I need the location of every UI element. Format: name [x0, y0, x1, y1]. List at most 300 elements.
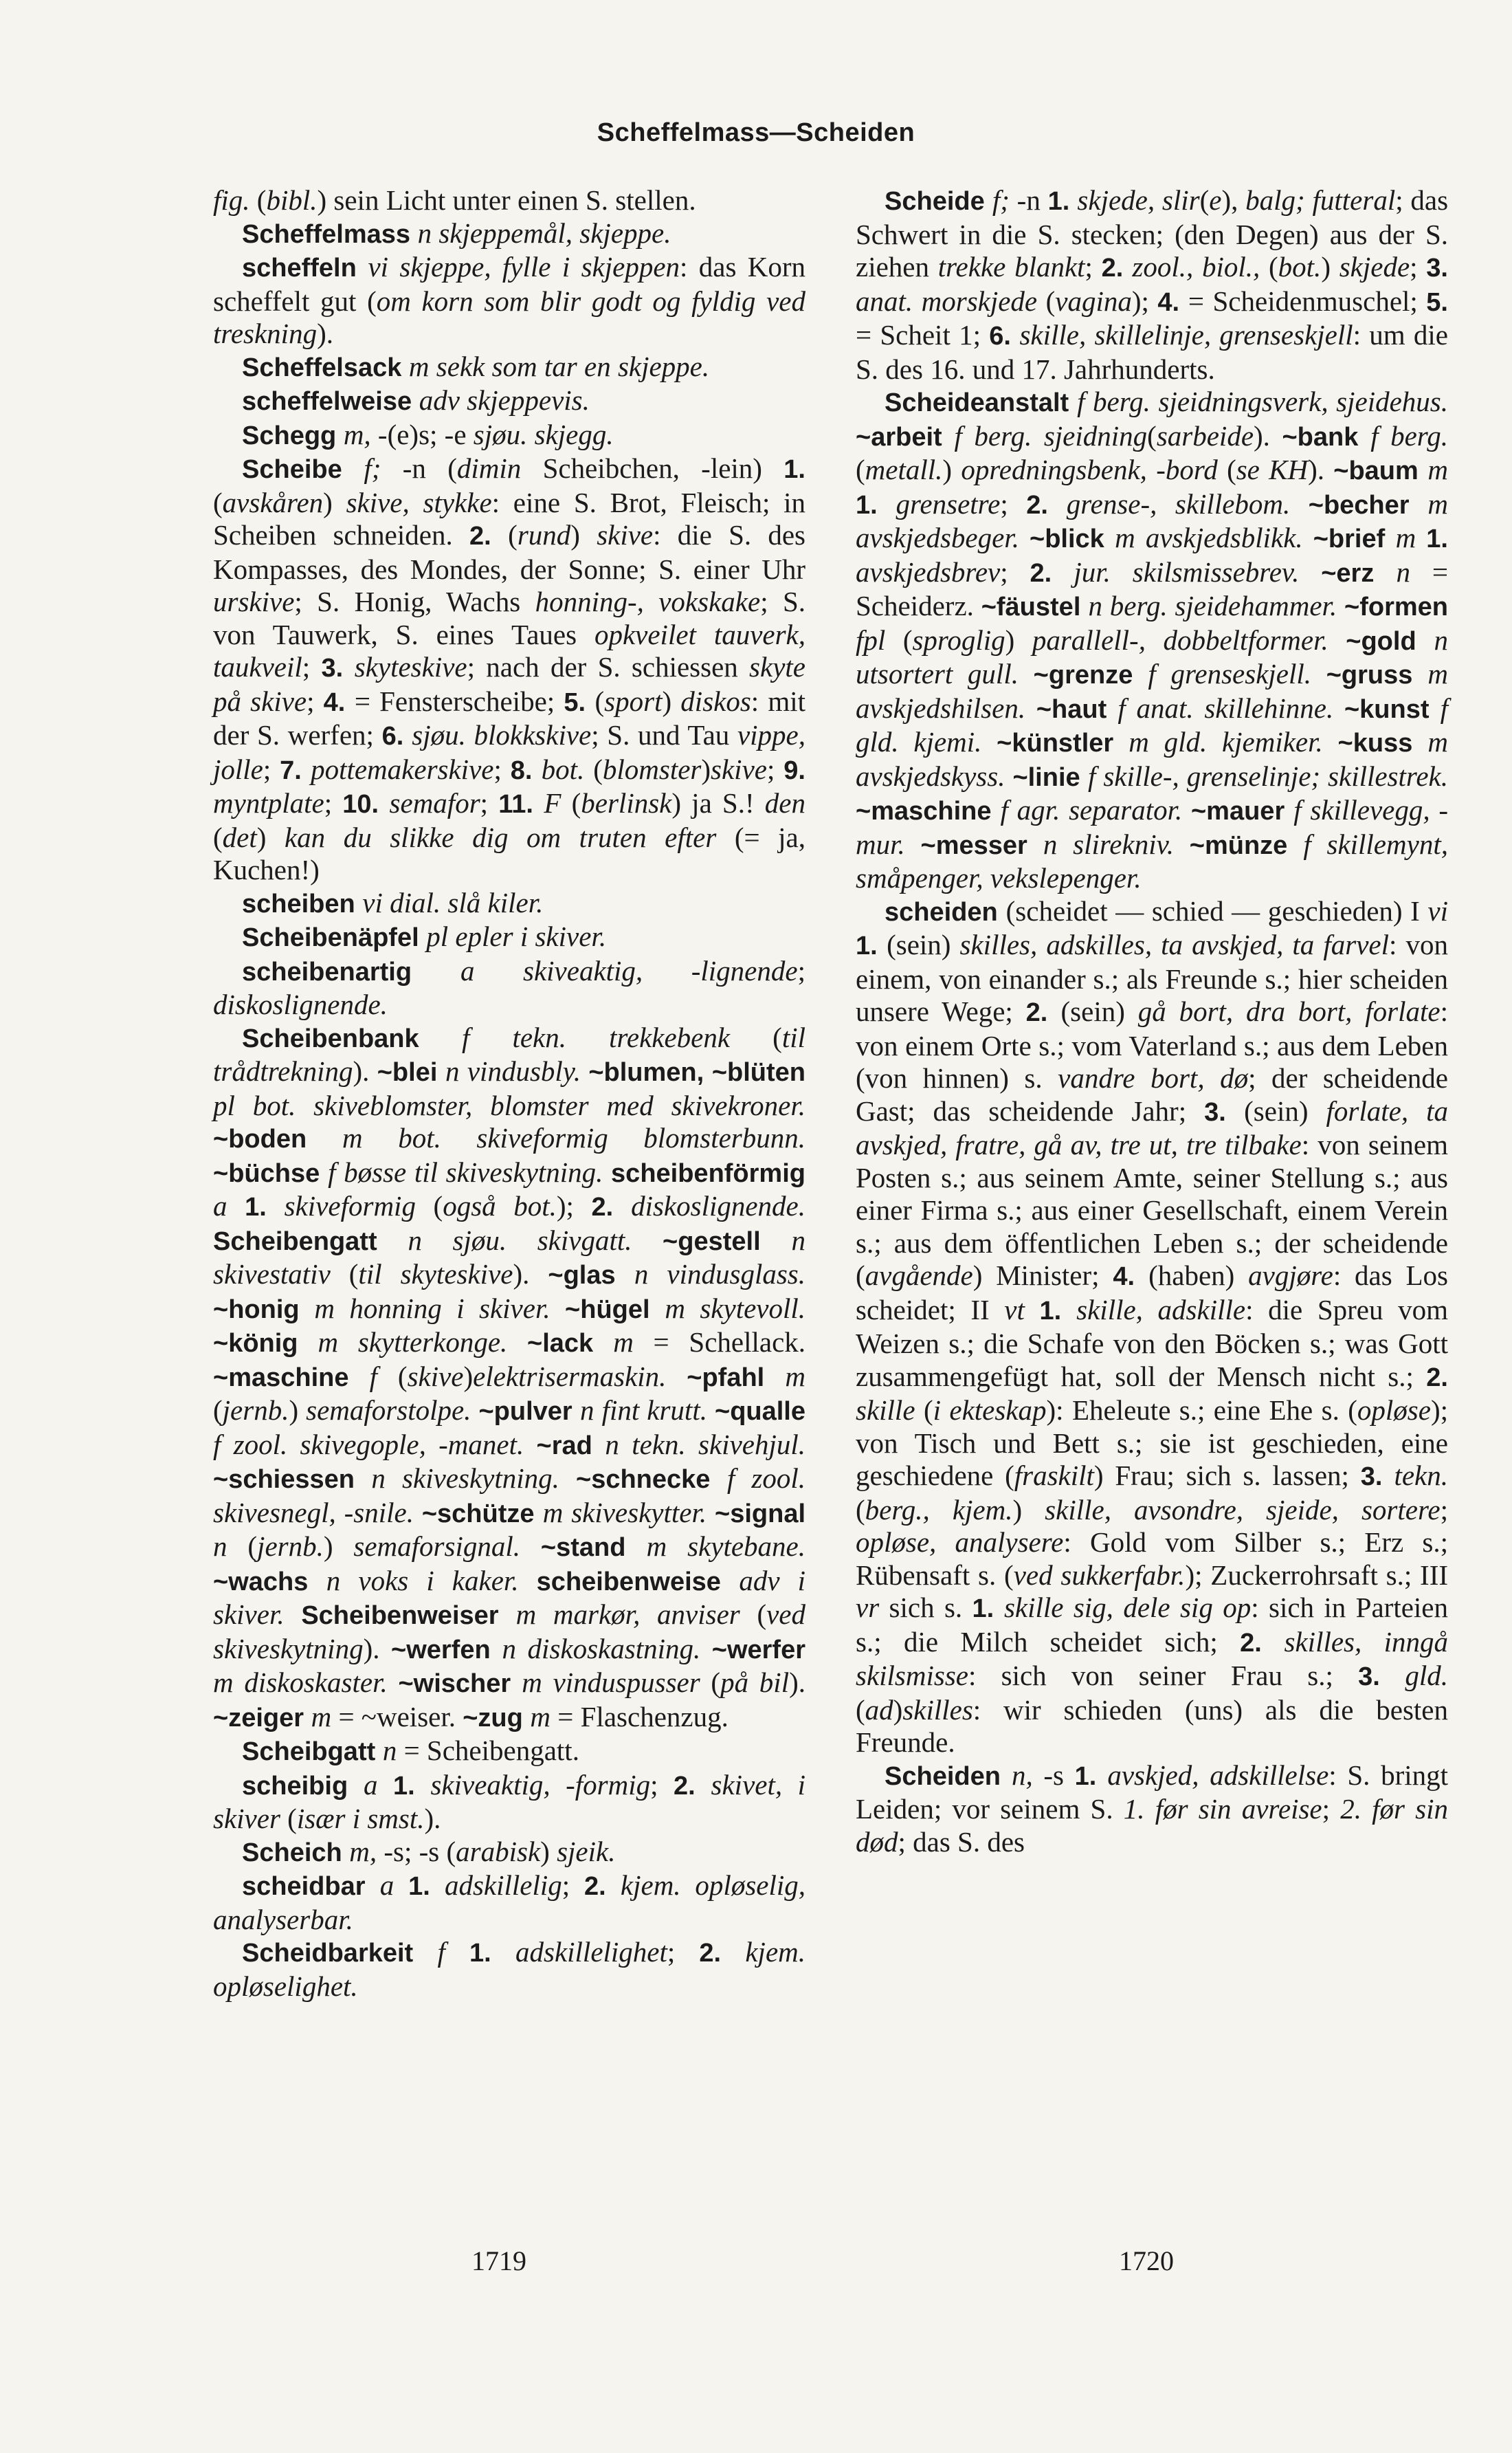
entry-headword: scheibenförmig: [611, 1158, 805, 1188]
entry-text: n diskoskastning.: [502, 1632, 712, 1664]
entry-text: kjem. opløselighet.: [213, 1936, 806, 2002]
entry-headword: 1.: [392, 1771, 431, 1801]
entry-text: myntplate: [213, 787, 324, 819]
entry-text: (: [213, 1394, 223, 1426]
entry-text: ;: [302, 651, 322, 683]
entry-text: : Gold vom Silber s.; Erz s.; Rübensaft s. (: [856, 1526, 1448, 1591]
entry-headword: Scheibenweiser: [301, 1601, 516, 1630]
entry-text: m: [311, 1700, 339, 1732]
entry-headword: ~gruss: [1326, 661, 1428, 690]
entry-text: ; S. und Tau: [591, 719, 737, 751]
entry-text: n vindusbly.: [445, 1055, 589, 1087]
entry-text: n sjøu. skivgatt.: [408, 1224, 663, 1256]
page-number-right: 1720: [1119, 2245, 1174, 2276]
entry-text: n slirekniv.: [1043, 828, 1190, 860]
entry-text: f berg. sjeidning: [954, 419, 1148, 452]
entry-text: -(e)s; -e: [377, 418, 474, 450]
entry-headword: ~honig: [213, 1295, 315, 1324]
entry-text: n skiveskytning.: [371, 1462, 577, 1494]
entry-headword: ~becher: [1308, 490, 1428, 520]
entry-headword: 7.: [280, 756, 311, 785]
entry-headword: 5.: [564, 688, 595, 717]
entry-headword: 1.: [408, 1872, 445, 1901]
dictionary-entry: [213, 1769, 805, 1836]
entry-text: sich s.: [889, 1592, 972, 1623]
entry-text: m: [613, 1326, 654, 1358]
entry-text: (: [397, 1360, 408, 1392]
entry-headword: 1.: [1074, 1761, 1108, 1791]
entry-text: diskoslignende.: [213, 989, 388, 1020]
entry-headword: Scheidbarkeit: [242, 1939, 438, 1968]
entry-text: m honning i skiver.: [314, 1292, 566, 1324]
entry-text: ).: [317, 318, 333, 349]
entry-text: urskive: [213, 586, 295, 617]
entry-text: (: [433, 1190, 443, 1222]
entry-text: ;: [650, 1768, 674, 1801]
entry-headword: ~fäustel: [981, 593, 1089, 622]
entry-text: -s; -s (: [383, 1835, 456, 1867]
entry-headword: ~baum: [1333, 456, 1428, 485]
entry-text: = Flaschenzug.: [557, 1700, 729, 1732]
entry-text: (: [247, 1530, 258, 1562]
entry-headword: ~pulver: [478, 1397, 581, 1426]
entry-text: bot.: [541, 753, 594, 785]
entry-text: ): [570, 519, 597, 551]
entry-text: ): [463, 1360, 474, 1392]
entry-text: ; der scheidende Gast; das scheidende Jahr;: [856, 1062, 1448, 1127]
entry-headword: ~blick: [1030, 525, 1115, 553]
entry-text: sjeik.: [557, 1835, 616, 1867]
entry-headword: ~signal: [715, 1499, 806, 1528]
entry-text: ) Minister;: [972, 1260, 1113, 1291]
entry-text: grense-, skillebom.: [1066, 487, 1309, 520]
entry-text: gld.: [1405, 1660, 1448, 1691]
entry-text: -s: [1043, 1759, 1075, 1791]
entry-headword: 2.: [1426, 1363, 1448, 1392]
entry-headword: Scheiden: [885, 1761, 1012, 1791]
entry-text: ;: [1440, 1493, 1449, 1526]
entry-text: ): [540, 1835, 557, 1867]
entry-text: ;: [797, 954, 805, 987]
entry-text: avgående: [865, 1260, 973, 1291]
dictionary-entry: [213, 251, 805, 351]
entry-headword: ~qualle: [715, 1397, 805, 1426]
entry-headword: 2.: [469, 522, 509, 551]
entry-text: ; das Schwert in die S. stecken; (den Degen) aus der S. ziehen: [856, 184, 1449, 283]
entry-text: skilles, inngå skilsmisse: [856, 1625, 1449, 1691]
entry-headword: ~künstler: [997, 729, 1129, 758]
dictionary-entry: [213, 955, 805, 1022]
entry-text: ).: [789, 1666, 805, 1698]
entry-headword: Scheibenäpfel: [242, 923, 427, 952]
entry-headword: 6.: [989, 322, 1020, 351]
entry-text: se KH: [1236, 454, 1309, 485]
dictionary-entry: [213, 1836, 805, 1870]
dictionary-entry: [213, 217, 805, 252]
dictionary-entry: [213, 1936, 805, 2003]
entry-text: (: [213, 486, 223, 518]
entry-text: jernb.: [257, 1530, 324, 1562]
entry-text: e: [1209, 184, 1222, 216]
entry-text: dimin: [456, 452, 543, 484]
entry-headword: 8.: [510, 756, 542, 785]
entry-text: (: [594, 685, 605, 717]
entry-headword: scheibenweise: [536, 1567, 740, 1596]
entry-text: (: [508, 519, 518, 551]
entry-text: n tekn. skivehjul.: [605, 1428, 805, 1460]
entry-text: );: [556, 1190, 592, 1222]
entry-headword: 2.: [1240, 1628, 1285, 1658]
entry-headword: ~schütze: [421, 1499, 543, 1528]
running-head: Scheffelmass—Scheiden: [597, 118, 915, 147]
entry-text: diskoslignende.: [631, 1190, 806, 1222]
dictionary-entry: [213, 419, 805, 453]
entry-text: sport: [604, 685, 663, 717]
entry-text: metall.: [865, 454, 943, 485]
entry-headword: ~gestell: [663, 1226, 792, 1256]
entry-text: ;: [307, 685, 324, 717]
entry-text: skilles: [902, 1693, 973, 1726]
entry-text: (: [571, 787, 581, 819]
entry-text: balg; futteral: [1245, 184, 1396, 216]
entry-headword: ~kuss: [1337, 729, 1428, 758]
entry-text: ; S. Honig, Wachs: [294, 586, 535, 617]
entry-text: n berg. sjeidehammer.: [1088, 590, 1345, 622]
entry-text: (= ja, Kuchen!): [213, 821, 805, 886]
entry-text: : um die S. des 16. und 17. Jahrhunderts.: [856, 319, 1448, 385]
entry-text: pottemakerskive: [311, 753, 494, 785]
entry-text: semafor: [389, 787, 480, 819]
entry-text: ad: [865, 1693, 893, 1726]
entry-headword: 4.: [1113, 1262, 1149, 1291]
entry-text: : wir schieden (uns) als die besten Freunde.: [856, 1693, 1448, 1758]
entry-text: arabisk: [456, 1835, 541, 1867]
entry-text: til skyteskive: [358, 1258, 513, 1290]
entry-headword: 11.: [498, 790, 544, 819]
entry-text: pl bot. skiveblomster, blomster med skivekroner.: [213, 1089, 805, 1121]
entry-text: : die S. des Kompasses, des Mondes, der Sonne; S. einer Uhr: [213, 519, 806, 585]
entry-text: ;: [1085, 251, 1102, 283]
entry-headword: Scheibengatt: [213, 1226, 408, 1256]
entry-headword: ~grenze: [1033, 661, 1148, 690]
entry-text: avskjed, adskillelse: [1107, 1759, 1329, 1791]
entry-headword: ~münze: [1189, 830, 1304, 860]
entry-text: (: [1045, 285, 1056, 317]
entry-text: : das Korn scheffelt gut (: [213, 251, 805, 317]
entry-text: : von einem, von einander s.; als Freunde s.; hier scheiden unsere Wege;: [856, 929, 1448, 1027]
entry-text: ): [662, 685, 681, 717]
entry-headword: 2.: [1101, 254, 1133, 283]
entry-text: 1. før sin avreise: [1123, 1793, 1322, 1825]
entry-text: især i smst.: [296, 1803, 425, 1834]
entry-text: også bot.: [443, 1190, 557, 1222]
entry-text: m skytevoll.: [665, 1292, 806, 1324]
entry-headword: 3.: [321, 654, 355, 683]
entry-text: (: [1227, 454, 1236, 485]
entry-text: ).: [363, 1632, 392, 1664]
entry-text: (sein): [887, 929, 960, 960]
entry-text: (haben): [1148, 1260, 1249, 1291]
entry-text: f;: [364, 452, 403, 484]
entry-headword: ~brief: [1313, 525, 1396, 553]
entry-text: kan du slikke dig om truten efter: [284, 821, 735, 853]
entry-headword: ~schnecke: [576, 1465, 727, 1494]
entry-headword: ~messer: [920, 830, 1043, 860]
entry-text: vandre bort, dø: [1058, 1062, 1249, 1094]
entry-text: rund: [517, 519, 571, 551]
entry-text: F: [544, 787, 572, 819]
entry-text: ;: [263, 753, 280, 785]
entry-text: m skytebane.: [646, 1530, 805, 1562]
entry-text: skille, adskille: [1076, 1293, 1246, 1326]
entry-headword: ~kunst: [1344, 694, 1441, 724]
entry-text: f;: [992, 184, 1017, 216]
dictionary-entry: [213, 351, 805, 385]
entry-text: n voks i kaker.: [326, 1564, 537, 1596]
entry-text: fpl: [856, 624, 903, 656]
entry-text: (scheidet — schied — geschieden) I: [1005, 894, 1428, 927]
entry-text: (: [757, 1598, 767, 1630]
entry-headword: Scheibenbank: [242, 1024, 463, 1053]
entry-text: ).: [1254, 419, 1282, 452]
entry-text: adskillelig: [444, 1869, 562, 1901]
entry-text: adv skjeppevis.: [419, 384, 590, 416]
entry-headword: 3.: [1360, 1462, 1394, 1491]
entry-text: ): [701, 753, 711, 785]
entry-text: (: [923, 1394, 933, 1426]
entry-headword: 1.: [1047, 187, 1078, 216]
entry-text: m diskoskaster.: [213, 1666, 399, 1698]
entry-headword: ~boden: [213, 1125, 343, 1154]
entry-text: diskos: [680, 685, 751, 717]
entry-text: f agr. separator.: [1000, 794, 1191, 826]
entry-headword: ~rad: [536, 1431, 605, 1460]
entry-headword: scheidbar: [242, 1872, 380, 1901]
entry-text: ;: [493, 753, 511, 785]
entry-text: semaforsignal.: [353, 1530, 541, 1562]
entry-headword: ~büchse: [213, 1158, 329, 1188]
entry-text: ) ja S.!: [671, 787, 765, 819]
entry-text: ): [1321, 251, 1339, 283]
entry-text: = Scheit 1;: [856, 319, 990, 351]
entry-text: jernb.: [222, 1394, 289, 1426]
entry-headword: 1.: [469, 1939, 515, 1968]
entry-text: ): [1005, 624, 1032, 656]
entry-text: ): [289, 1394, 307, 1426]
entry-text: -n (: [402, 452, 457, 484]
entry-headword: ~pfahl: [687, 1363, 786, 1392]
entry-text: ) sein Licht unter einen S. stellen.: [317, 184, 696, 216]
entry-text: n fint krutt.: [580, 1394, 715, 1426]
entry-text: skilles, adskilles, ta avskjed, ta farvel: [959, 929, 1390, 960]
entry-text: n: [213, 1530, 248, 1562]
entry-text: : von einem Orte s.; vom Vaterland s.; aus dem Leben (von hinnen) s.: [856, 996, 1449, 1094]
entry-text: avskåren: [222, 486, 324, 518]
entry-text: bibl.: [266, 184, 318, 216]
entry-text: f zool. skivegople, -manet.: [213, 1428, 537, 1460]
entry-text: skiveformig: [284, 1190, 434, 1222]
entry-text: -n: [1016, 184, 1048, 216]
entry-text: vi dial. slå kiler.: [362, 886, 544, 918]
entry-text: skille: [856, 1394, 924, 1426]
entry-headword: 2.: [591, 1193, 632, 1222]
entry-text: skive: [597, 519, 654, 551]
entry-text: skive, stykke: [346, 486, 492, 518]
entry-text: n: [382, 1735, 404, 1766]
dictionary-entry: [213, 452, 805, 887]
entry-text: opredningsbenk, -bord: [961, 454, 1227, 485]
entry-headword: 1.: [856, 490, 896, 520]
entry-headword: ~arbeit: [856, 422, 955, 452]
entry-text: : S. bringt Leiden; vor seinem S.: [856, 1759, 1449, 1825]
entry-text: ).: [1308, 454, 1334, 485]
entry-headword: ~haut: [1036, 694, 1118, 724]
entry-text: m avskjedshilsen.: [856, 658, 1449, 724]
entry-text: n vindusglass.: [634, 1258, 805, 1290]
entry-headword: 2.: [1025, 998, 1061, 1027]
entry-headword: ~schiessen: [213, 1465, 372, 1494]
entry-headword: Scheffelmass: [242, 219, 418, 249]
dictionary-entry: [213, 1022, 805, 1735]
entry-text: anat. morskjede: [856, 285, 1046, 317]
left-column: [213, 184, 805, 2003]
entry-text: skille, skillelinje, grenseskjell: [1019, 319, 1353, 351]
page-number-left: 1719: [471, 2245, 526, 2276]
entry-text: ).: [424, 1803, 441, 1834]
entry-text: skive: [407, 1360, 464, 1392]
entry-headword: 3.: [1426, 254, 1448, 283]
entry-headword: 6.: [381, 722, 412, 751]
entry-text: f berg. sjeidningsverk, sjeidehus.: [1077, 386, 1448, 417]
entry-text: m vinduspusser: [522, 1666, 711, 1698]
entry-headword: 1.: [245, 1193, 285, 1222]
entry-text: a: [363, 1768, 393, 1801]
entry-headword: 1.: [783, 455, 805, 484]
entry-text: vt: [1004, 1293, 1040, 1326]
entry-text: n skjeppemål, skjeppe.: [417, 217, 671, 249]
entry-text: m skiveskytter.: [542, 1496, 715, 1528]
entry-headword: 1.: [1426, 525, 1448, 553]
entry-text: (: [593, 753, 603, 785]
dictionary-entry: [856, 1759, 1448, 1859]
entry-headword: ~glas: [548, 1261, 634, 1290]
entry-text: m: [785, 1360, 805, 1392]
entry-text: (: [1269, 251, 1278, 283]
dictionary-entry: [856, 386, 1448, 895]
entry-headword: ~formen: [1344, 593, 1449, 622]
entry-text: ;: [1322, 1793, 1341, 1825]
entry-text: = Scheibengatt.: [403, 1735, 579, 1766]
entry-text: skjede: [1339, 251, 1410, 283]
entry-text: semaforstolpe.: [306, 1394, 479, 1426]
entry-text: adv i skiver.: [213, 1564, 806, 1630]
entry-text: m,: [343, 418, 378, 450]
entry-headword: 1.: [1039, 1296, 1077, 1326]
entry-text: m: [1395, 522, 1427, 553]
entry-text: skjede, slir: [1077, 184, 1200, 216]
entry-headword: ~wachs: [213, 1567, 326, 1596]
entry-headword: ~blumen, ~blüten: [588, 1058, 805, 1087]
entry-text: f: [437, 1936, 469, 1968]
entry-text: ;: [766, 753, 784, 785]
entry-text: : eine S. Brot, Fleisch; in Scheiben schneiden.: [213, 486, 806, 551]
entry-headword: ~bank: [1282, 422, 1371, 452]
entry-text: ;: [324, 787, 343, 819]
entry-text: m sekk som tar en skjeppe.: [408, 350, 710, 382]
entry-headword: Scheideanstalt: [885, 388, 1078, 417]
entry-text: vagina: [1055, 285, 1132, 317]
entry-headword: 3.: [1204, 1097, 1245, 1127]
entry-headword: Scheibe: [242, 455, 364, 484]
entry-headword: ~könig: [213, 1329, 318, 1358]
entry-text: vr: [856, 1592, 889, 1623]
entry-text: (: [902, 624, 913, 656]
entry-headword: Scheide: [885, 187, 992, 216]
entry-text: = Fensterscheibe;: [354, 685, 564, 717]
entry-text: m bot. skiveformig blomsterbunn.: [342, 1122, 805, 1154]
entry-text: n: [1396, 556, 1432, 588]
entry-text: jur. skilsmissebrev.: [1074, 556, 1322, 588]
entry-headword: ~gold: [1346, 626, 1434, 656]
entry-text: om korn som blir godt og fyldig ved treskning: [213, 285, 805, 349]
entry-text: f: [369, 1360, 398, 1392]
entry-text: ): [323, 1530, 354, 1562]
entry-text: kjem. opløselig, analyserbar.: [213, 1869, 805, 1935]
entry-text: f skille-, grenselinje; skillestrek.: [1087, 760, 1448, 792]
entry-text: n skivestativ: [213, 1224, 805, 1290]
entry-text: til trådtrekning: [213, 1021, 805, 1087]
entry-text: zool., biol.,: [1132, 251, 1269, 283]
entry-text: (: [856, 1493, 865, 1526]
entry-text: ): [942, 454, 961, 485]
entry-text: ): [1012, 1493, 1045, 1526]
entry-text: skive: [711, 753, 767, 785]
entry-headword: 1.: [972, 1594, 1004, 1623]
dictionary-entry: [856, 184, 1448, 386]
entry-text: f skillemynt, småpenger, vekslepenger.: [856, 828, 1448, 894]
entry-text: m avskjedsblikk.: [1115, 522, 1313, 553]
entry-text: avgjøre: [1248, 1260, 1333, 1291]
entry-text: ;: [480, 787, 499, 819]
entry-text: sjøu. skjegg.: [473, 418, 614, 450]
entry-headword: scheiben: [242, 889, 363, 918]
entry-headword: scheibenartig: [242, 957, 460, 987]
entry-text: ): [256, 821, 285, 853]
entry-text: m gld. kjemiker.: [1129, 726, 1338, 758]
entry-headword: scheffeln: [242, 254, 368, 283]
entry-text: ) Frau; sich s. lassen;: [1093, 1460, 1361, 1491]
entry-text: det: [222, 821, 257, 853]
entry-headword: ~stand: [540, 1533, 647, 1562]
entry-text: ); von Tisch und Bett s.; sie ist geschieden, eine geschiedene (: [856, 1394, 1448, 1491]
entry-headword: 2.: [584, 1872, 621, 1901]
dictionary-entry: [856, 895, 1448, 1759]
entry-text: ).: [353, 1055, 377, 1087]
entry-text: ),: [1221, 184, 1246, 216]
entry-text: = Schellack.: [653, 1326, 806, 1358]
entry-text: (: [348, 1258, 359, 1290]
entry-text: skivet, i skiver: [213, 1768, 805, 1834]
entry-headword: ~zeiger: [213, 1703, 311, 1732]
entry-text: ); Zuckerrohrsaft s.; III: [1185, 1559, 1449, 1591]
dictionary-entry: [213, 384, 805, 419]
entry-text: a: [379, 1869, 409, 1901]
entry-text: blomster: [602, 753, 702, 785]
entry-text: tekn.: [1394, 1460, 1448, 1491]
entry-text: parallell-, dobbeltformer.: [1032, 624, 1346, 656]
entry-text: m,: [349, 1835, 384, 1867]
entry-headword: Scheibgatt: [242, 1737, 383, 1766]
